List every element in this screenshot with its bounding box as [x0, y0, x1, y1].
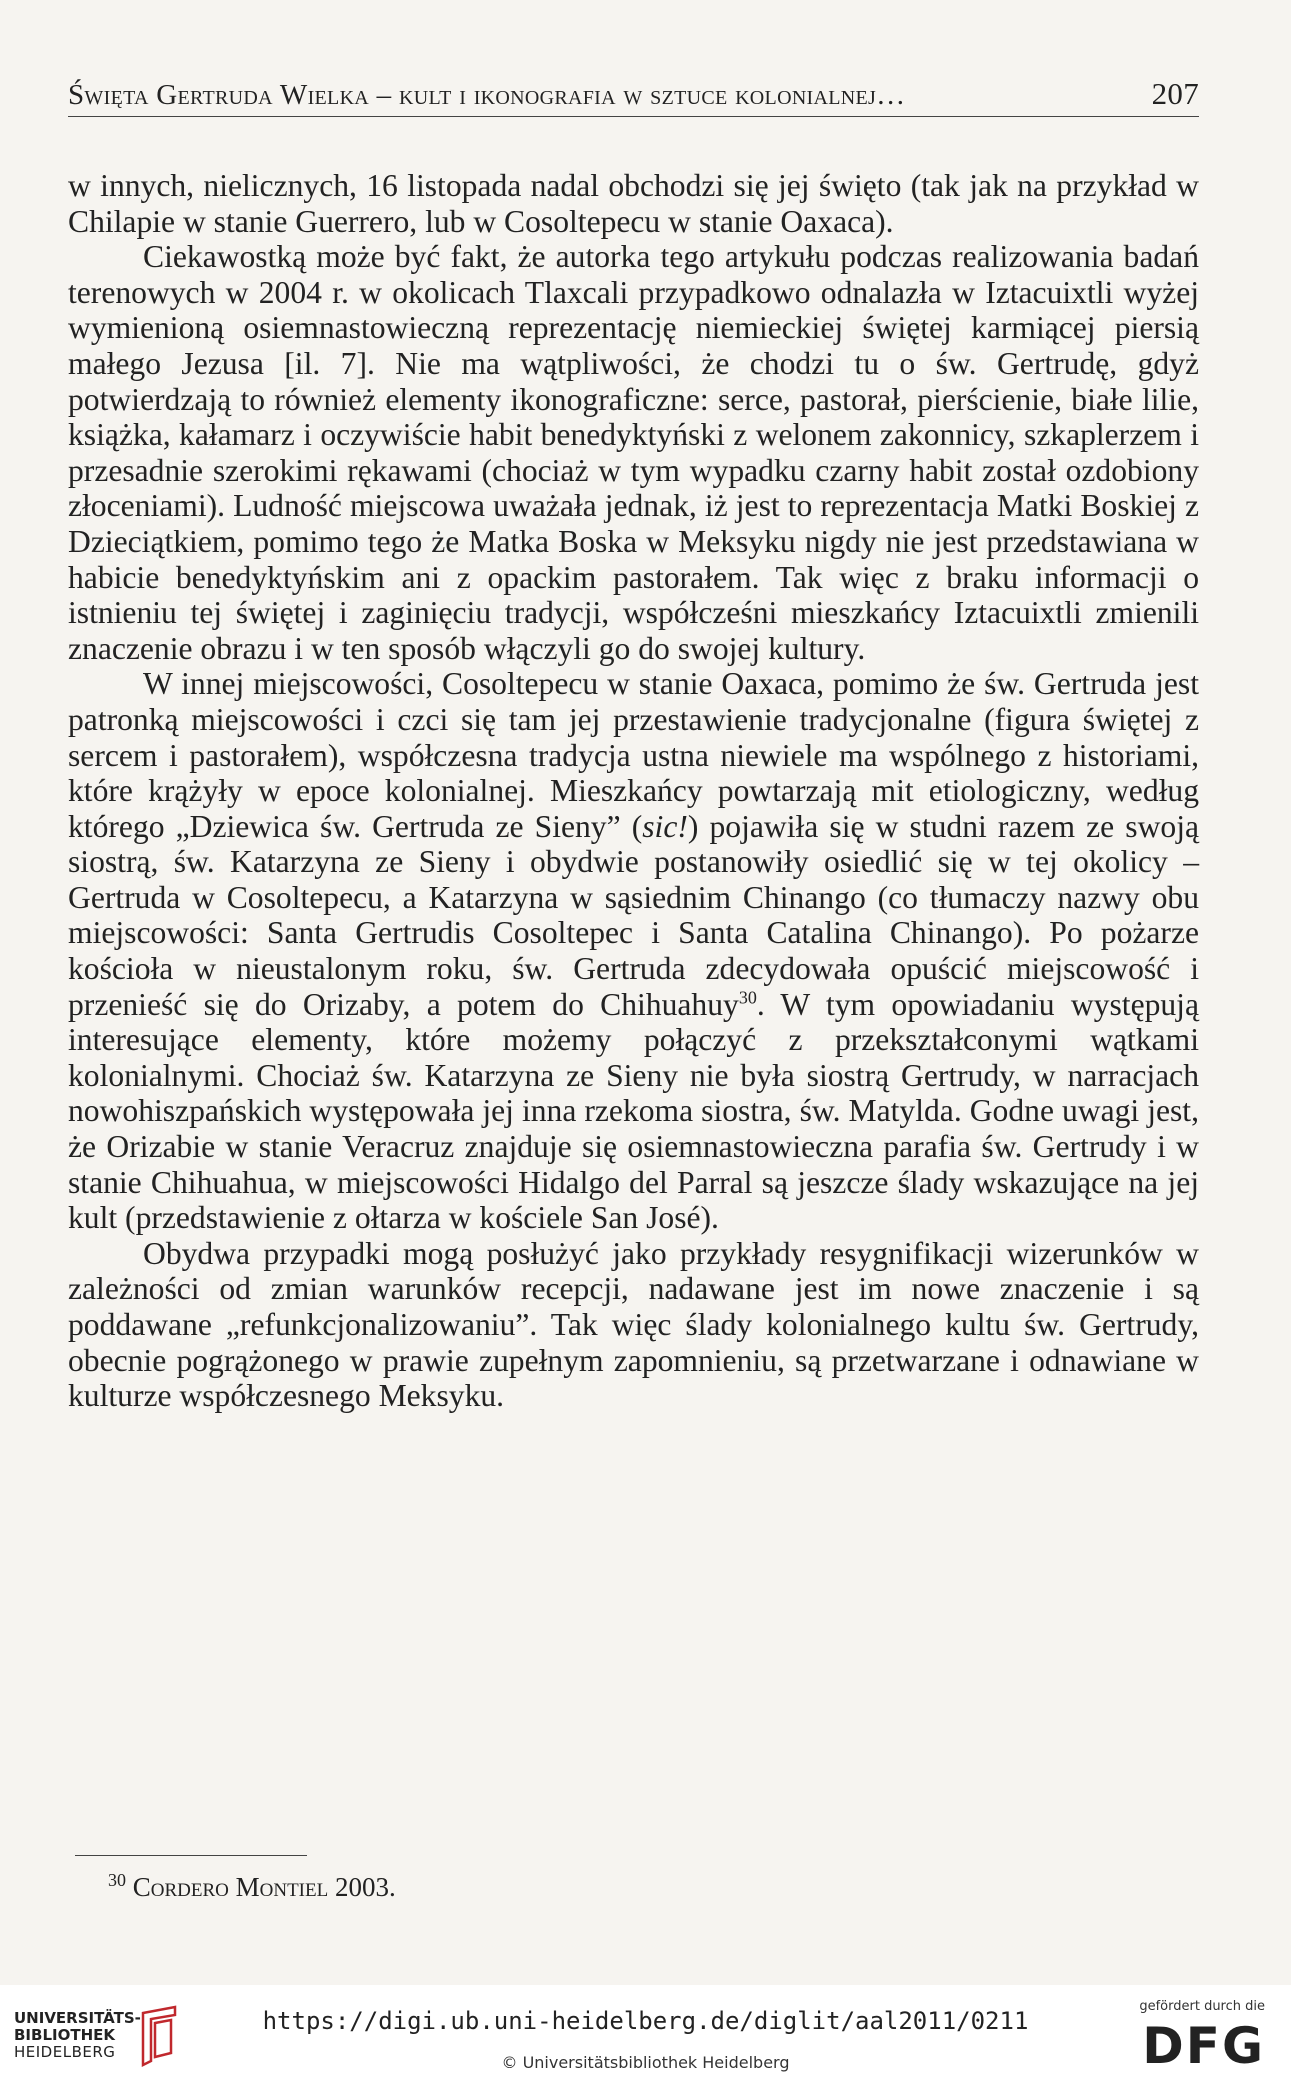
library-name-line2: BIBLIOTHEK: [14, 2026, 115, 2044]
page-number: 207: [1151, 76, 1199, 111]
dfg-funding-note: gefördert durch die: [1139, 1999, 1265, 2014]
footnote-separator: [75, 1855, 307, 1856]
footnote-number: 30: [108, 1870, 126, 1890]
text-run: . W tym opowiadaniu występują interesujące elementy, które możemy połączyć z przekształconymi wątkami kolonialnymi. Chociaż św. Katarzyna ze Sieny nie była siostrą Gertrudy, w narracjach nowohiszpańskich występowała jej inna rzekoma siostra, św. Matylda. Godne uwagi jest, że Orizabie w stanie Veracruz znajduje się osiemnastowieczna parafia św. Gertrudy i w stanie Chihuahua, w miejscowości Hidalgo del Parral są jeszcze ślady wskazujące na jej kult (przedstawienie z ołtarza w kościele San José).: [68, 986, 1199, 1236]
footnote: [108, 1872, 396, 1903]
paragraph: [68, 1236, 1199, 1414]
text-run: Ciekawostką może być fakt, że autorka tego artykułu podczas realizowania badań terenowych w 2004 r. w okolicach Tlaxcali przypadkowo odnalazła w Iztacuixtli wyżej wymienioną osiemnastowieczną reprezentację niemieckiej świętej karmiącej piersią małego Jezusa [il. 7]. Nie ma wątpliwości, że chodzi tu o św. Gertrudę, gdyż potwierdzają to również elementy ikonograficzne: serce, pastorał, pierścienie, białe lilie, książka, kałamarz i oczywiście habit benedyktyński z welonem zakonnicy, szkaplerzem i przesadnie szerokimi rękawami (chociaż w tym wypadku czarny habit został ozdobiony złoceniami). Ludność miejscowa uważała jednak, iż jest to reprezentacja Matki Boskiej z Dzieciątkiem, pomimo tego że Matka Boska w Meksyku nigdy nie jest przedstawiana w habicie benedyktyńskim ani z opackim pastorałem. Tak więc z braku informacji o istnieniu tej świętej i zaginięciu tradycji, współcześni mieszkańcy Iztacuixtli zmienili znaczenie obrazu i w ten sposób włączyli go do swojej kultury.: [68, 239, 1199, 666]
paragraph: [68, 666, 1199, 1236]
text-run: ) pojawiła się w studni razem ze swoją siostrą, św. Katarzyna ze Sieny i obydwie postanowiły osiedlić się w tej okolicy – Gertruda w Cosoltepecu, a Katarzyna w sąsiednim Chinango (co tłumaczy nazwy obu miejscowości: Santa Gertrudis Cosoltepec i Santa Catalina Chinango). Po pożarze kościoła w nieustalonym roku, św. Gertruda zdecydowała opuścić miejscowość i przenieść się do Orizaby, a potem do Chihuahuy: [68, 808, 1200, 1022]
paragraph: [68, 168, 1199, 239]
text-run: Obydwa przypadki mogą posłużyć jako przykłady resygnifikacji wizerunków w zależności od zmian warunków recepcji, nadawane jest im nowe znaczenie i są poddawane „refunkcjonalizowaniu”. Tak więc ślady kolonialnego kultu św. Gertrudy, obecnie pogrążonego w prawie zupełnym zapomnieniu, są przetwarzane i odnawiane w kulturze współczesnego Meksyku.: [68, 1235, 1199, 1414]
body-text: [68, 168, 1199, 1414]
footnote-author: Cordero Montiel: [132, 1872, 329, 1902]
paragraph: [68, 239, 1199, 666]
dfg-logo: DFG: [1142, 2017, 1265, 2075]
text-run: W innej miejscowości, Cosoltepecu w stanie Oaxaca, pomimo że św. Gertruda jest patronką miejscowości i czci się tam jej przestawienie tradycjonalne (figura świętej z sercem i pastorałem), współczesna tradycja ustna niewiele ma wspólnego z historiami, które krążyły w epoce kolonialnej. Mieszkańcy powtarzają mit etiologiczny, według którego „Dziewica św. Gertruda ze Sieny” (: [68, 666, 1199, 844]
copyright-notice: © Universitätsbibliothek Heidelberg: [501, 2053, 790, 2072]
library-name-line1: UNIVERSITÄTS-: [14, 2009, 141, 2027]
viewer-footer: [0, 1985, 1291, 2089]
text-run: sic!: [642, 808, 688, 844]
footnote-ref: 30: [738, 987, 757, 1008]
footnote-year: 2003.: [328, 1872, 396, 1902]
running-head-title: Święta Gertruda Wielka – kult i ikonografia w sztuce kolonialnej…: [68, 79, 906, 111]
permalink-url[interactable]: https://digi.ub.uni-heidelberg.de/diglit/aal2011/0211: [262, 2007, 1029, 2035]
running-head: [68, 68, 1199, 117]
library-name-line3: HEIDELBERG: [14, 2043, 116, 2061]
text-run: w innych, nielicznych, 16 listopada nadal obchodzi się jej święto (tak jak na przykład w Chilapie w stanie Guerrero, lub w Cosoltepecu w stanie Oaxaca).: [68, 168, 1199, 239]
